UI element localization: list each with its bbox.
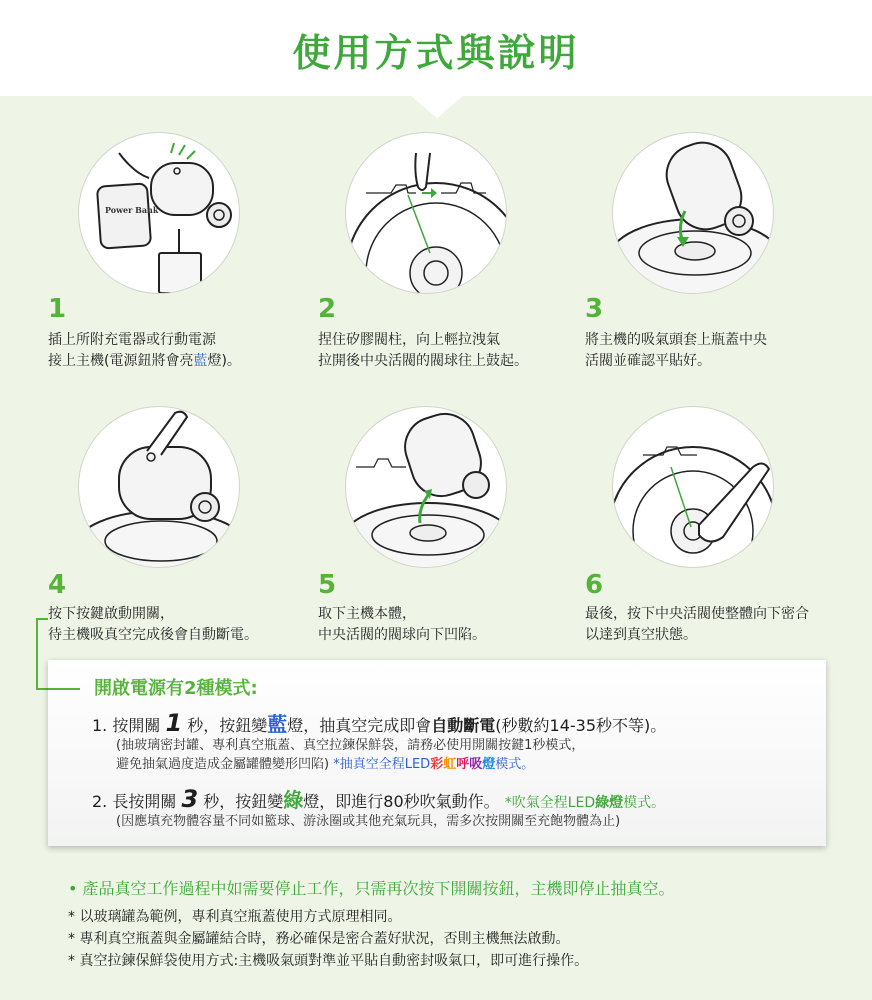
step-2-illustration (345, 132, 507, 294)
mode-1-color-word: 藍 (267, 712, 288, 736)
step-1-line-2 (48, 351, 241, 372)
step-3-illustration (612, 132, 774, 294)
mode-1-led-note: *抽真空全程LED (329, 757, 431, 772)
mode-2-middle: 秒，按鈕變 (203, 792, 284, 811)
mode-1-rest-post: (秒數約14-35秒不等)。 (495, 716, 667, 735)
mode-2-note-bold: 綠燈 (595, 795, 624, 811)
step-4-line-2: 待主機吸真空完成後會自動斷電。 (48, 627, 258, 643)
step-1-line-2-pre: 接上主機(電源鈕將會亮 (48, 353, 194, 369)
mode-2-rest: 燈，即進行80秒吹氣動作。 (303, 792, 500, 811)
step-5-illustration (345, 406, 507, 568)
mode-2-note (505, 795, 665, 811)
mode-2-sub: (因應填充物體容量不同如籃球、游泳圈或其他充氣玩具，需多次按開關至充飽物體為止) (116, 814, 621, 829)
mode-1-auto-off: 自動斷電 (431, 716, 496, 735)
step-6-line-1: 最後，按下中央活閥使整體向下密合 (585, 606, 809, 622)
footer-note-3: * 真空拉鍊保鮮袋使用方式:主機吸氣頭對準並平貼自動密封吸氣口，即可進行操作。 (68, 953, 589, 969)
step-1-number: 1 (48, 294, 67, 324)
mode-1-sub-2-pre: 避免抽氣過度造成金屬罐體變形凹陷) (116, 757, 330, 772)
rainbow-char-3: 呼 (456, 757, 470, 772)
mode-2-note-post: 模式。 (623, 795, 666, 811)
mode-2-prefix: 2. 長按開關 (92, 792, 177, 811)
mode-1-line (92, 708, 666, 737)
modes-bracket-line (48, 688, 80, 690)
step-1-blue-highlight: 藍 (193, 353, 208, 369)
footer-main-note: • 產品真空工作過程中如需要停止工作，只需再次按下開關按鈕，主機即停止抽真空。 (68, 879, 675, 898)
step-5-line-2: 中央活閥的閥球向下凹陷。 (318, 627, 486, 643)
step-1-illustration (78, 132, 240, 294)
mode-1-sub-2 (116, 755, 534, 774)
step-6-illustration (612, 406, 774, 568)
step-4-text (48, 604, 258, 646)
mode-2-line (92, 784, 665, 813)
step-4-line-1: 按下按鍵啟動開關， (48, 606, 174, 622)
rainbow-char-5: 燈 (482, 757, 496, 772)
step-5-text (318, 604, 486, 646)
mode-1-rest-pre: 燈，抽真空完成即會 (287, 716, 432, 735)
step-6-number: 6 (585, 570, 604, 600)
step-2-line-1: 捏住矽膠閥柱，向上輕拉洩氣 (318, 332, 500, 348)
mode-2-seconds: 3 (181, 785, 199, 813)
mode-1-led-note-end: 模式。 (495, 757, 535, 772)
modes-title: 開啟電源有2種模式: (94, 678, 258, 699)
footer-note-2: * 專利真空瓶蓋與金屬罐結合時，務必確保是密合蓋好狀況，否則主機無法啟動。 (68, 931, 570, 947)
mode-1-seconds: 1 (165, 709, 183, 737)
step-6-text (585, 604, 809, 646)
step-5-number: 5 (318, 570, 337, 600)
rainbow-char-4: 吸 (469, 757, 483, 772)
page-title: 使用方式與說明 (292, 31, 580, 75)
step-3-text (585, 330, 767, 372)
step-2-line-2: 拉開後中央活閥的閥球往上鼓起。 (318, 353, 528, 369)
step-1-line-1: 插上所附充電器或行動電源 (48, 332, 216, 348)
mode-1-prefix: 1. 按開關 (92, 716, 161, 735)
step-2-number: 2 (318, 294, 337, 324)
mode-2-color-word: 綠 (283, 788, 304, 812)
modes-bracket (36, 618, 48, 690)
step-4-illustration (78, 406, 240, 568)
mode-1-rainbow-text (430, 757, 495, 772)
rainbow-char-1: 彩 (430, 757, 444, 772)
rainbow-char-2: 虹 (443, 757, 457, 772)
step-1-line-2-post: 燈)。 (207, 353, 241, 369)
mode-1-sub-1: (抽玻璃密封罐、專利真空瓶蓋、真空拉鍊保鮮袋，請務必使用開關按鍵1秒模式， (116, 738, 585, 753)
mode-1-middle: 秒，按鈕變 (187, 716, 268, 735)
step-4-number: 4 (48, 570, 67, 600)
footer-note-1: * 以玻璃罐為範例，專利真空瓶蓋使用方式原理相同。 (68, 909, 402, 925)
modes-box (48, 660, 826, 846)
mode-2-note-pre: *吹氣全程LED (504, 795, 596, 811)
step-3-line-2: 活閥並確認平貼好。 (585, 353, 711, 369)
step-2-text (318, 330, 528, 372)
step-3-line-1: 將主機的吸氣頭套上瓶蓋中央 (585, 332, 767, 348)
step-1-text (48, 330, 241, 372)
step-3-number: 3 (585, 294, 604, 324)
step-6-line-2: 以達到真空狀態。 (585, 627, 697, 643)
step-5-line-1: 取下主機本體， (318, 606, 416, 622)
power-bank-label: Power Bank (105, 205, 159, 215)
header-notch (411, 96, 463, 118)
